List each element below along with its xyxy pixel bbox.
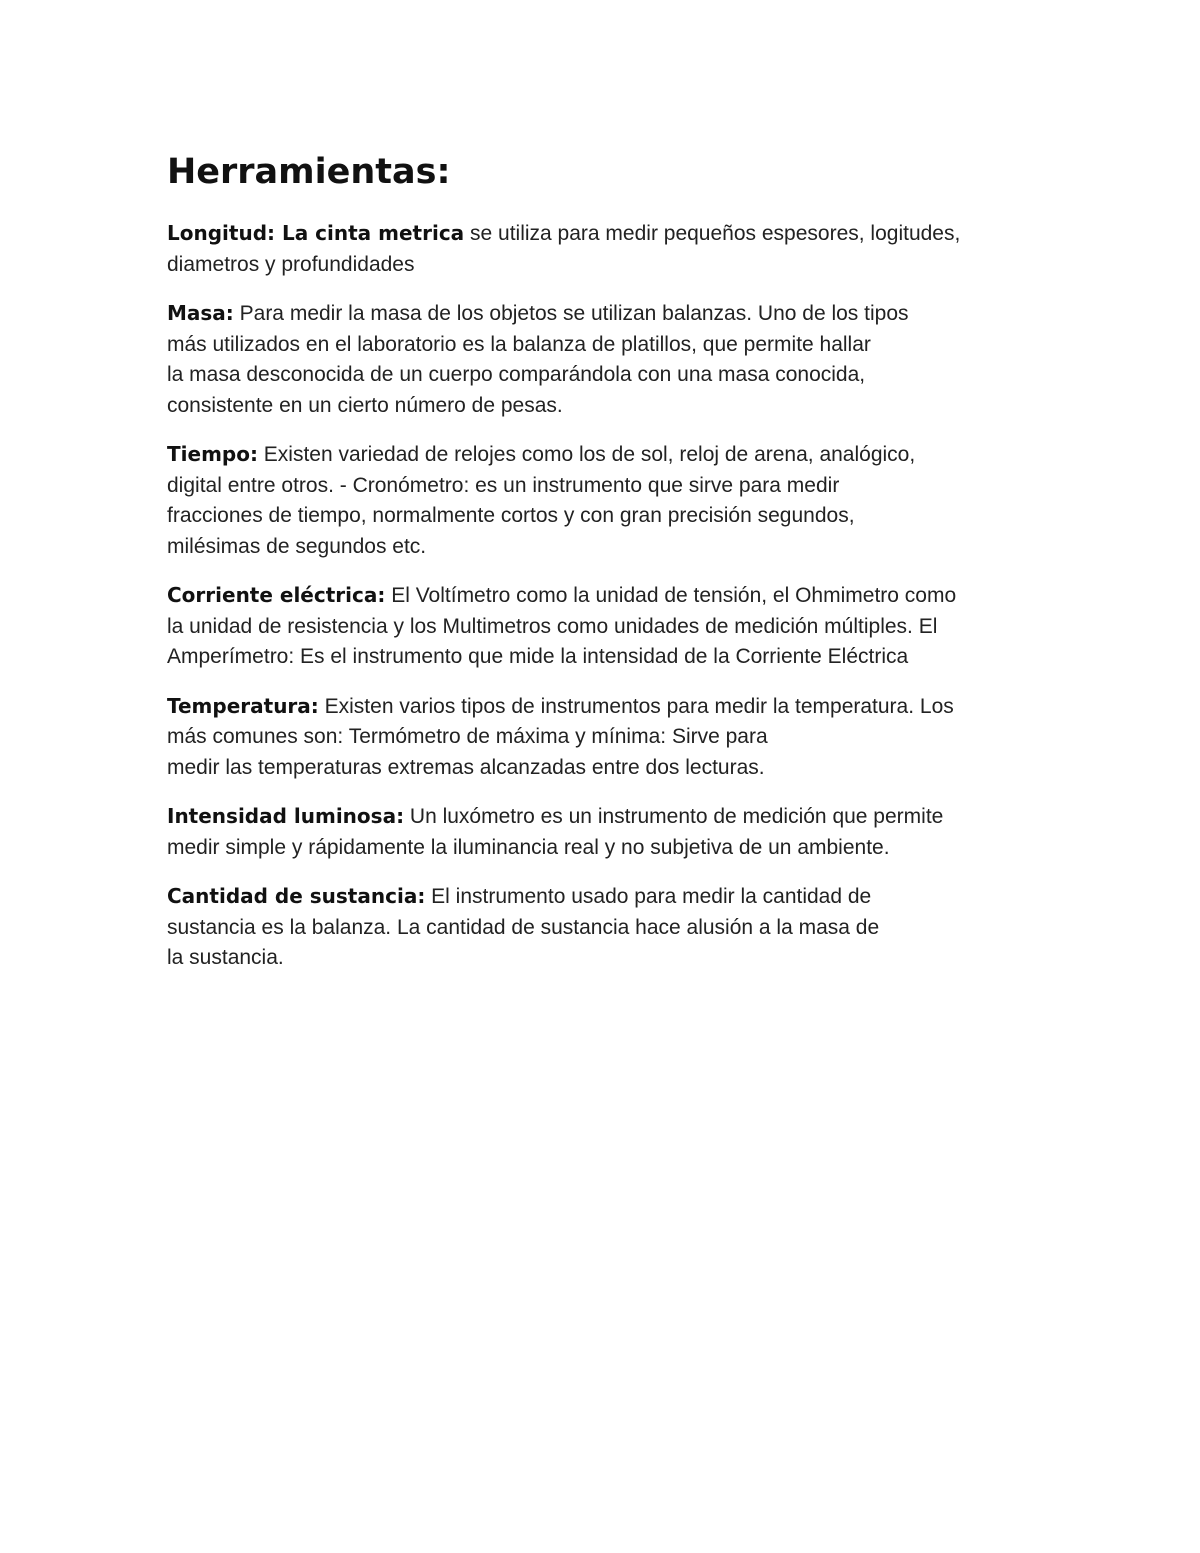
section-line: medir las temperaturas extremas alcanzadas entre dos lecturas. (167, 755, 765, 779)
section-label: Masa: (167, 301, 234, 325)
section-label: Longitud: La cinta metrica (167, 221, 465, 245)
section-text: Existen varios tipos de instrumentos para medir la temperatura. Los (318, 694, 954, 718)
section-line: medir simple y rápidamente la iluminancia real y no subjetiva de un ambiente. (167, 835, 890, 859)
section-text: El instrumento usado para medir la cantidad de (425, 885, 872, 908)
section-text: Para medir la masa de los objetos se utilizan balanzas. Uno de los tipos (233, 302, 909, 325)
section-text: se utiliza para medir pequeños espesores, logitudes, (464, 222, 961, 245)
section-label: Tiempo: (167, 442, 258, 466)
section-line (167, 881, 1047, 913)
section-line (167, 691, 1047, 723)
section-line: más utilizados en el laboratorio es la balanza de platillos, que permite hallar (167, 332, 871, 356)
section-longitud (167, 218, 1047, 280)
section-tiempo (167, 439, 1047, 562)
section-line (167, 439, 1047, 471)
section-intensidad-luminosa (167, 801, 1047, 863)
section-line: sustancia es la balanza. La cantidad de sustancia hace alusión a la masa de (167, 915, 880, 939)
section-line: digital entre otros. - Cronómetro: es un instrumento que sirve para medir (167, 473, 840, 497)
section-label: Corriente eléctrica: (167, 583, 386, 607)
document-content (167, 148, 1047, 992)
section-text: Un luxómetro es un instrumento de medición que permite (404, 805, 944, 828)
section-line: la masa desconocida de un cuerpo comparándola con una masa conocida, (167, 363, 866, 386)
document-title: Herramientas: (167, 152, 451, 192)
section-masa (167, 298, 1047, 421)
section-cantidad-de-sustancia (167, 881, 1047, 974)
section-label: Temperatura: (167, 693, 319, 718)
section-line: Amperímetro: Es el instrumento que mide la intensidad de la Corriente Eléctrica (167, 645, 909, 668)
section-corriente-electrica (167, 580, 1047, 673)
section-text: El Voltímetro como la unidad de tensión, el Ohmimetro como (385, 584, 957, 607)
section-line (167, 801, 1047, 833)
section-line: fracciones de tiempo, normalmente cortos y con gran precisión segundos, (167, 504, 855, 527)
section-line: diametros y profundidades (167, 252, 415, 276)
section-line (167, 298, 1047, 330)
section-line: la sustancia. (167, 946, 284, 969)
section-label: Cantidad de sustancia: (167, 884, 426, 908)
section-line (167, 218, 1047, 250)
section-line (167, 580, 1047, 612)
section-label: Intensidad luminosa: (167, 804, 405, 828)
section-line: consistente en un cierto número de pesas. (167, 393, 563, 417)
section-line: milésimas de segundos etc. (167, 534, 427, 558)
section-text: Existen variedad de relojes como los de sol, reloj de arena, analógico, (257, 443, 916, 466)
section-line: más comunes son: Termómetro de máxima y mínima: Sirve para (167, 725, 768, 748)
section-temperatura (167, 691, 1047, 784)
section-line: la unidad de resistencia y los Multimetros como unidades de medición múltiples. El (167, 614, 938, 638)
